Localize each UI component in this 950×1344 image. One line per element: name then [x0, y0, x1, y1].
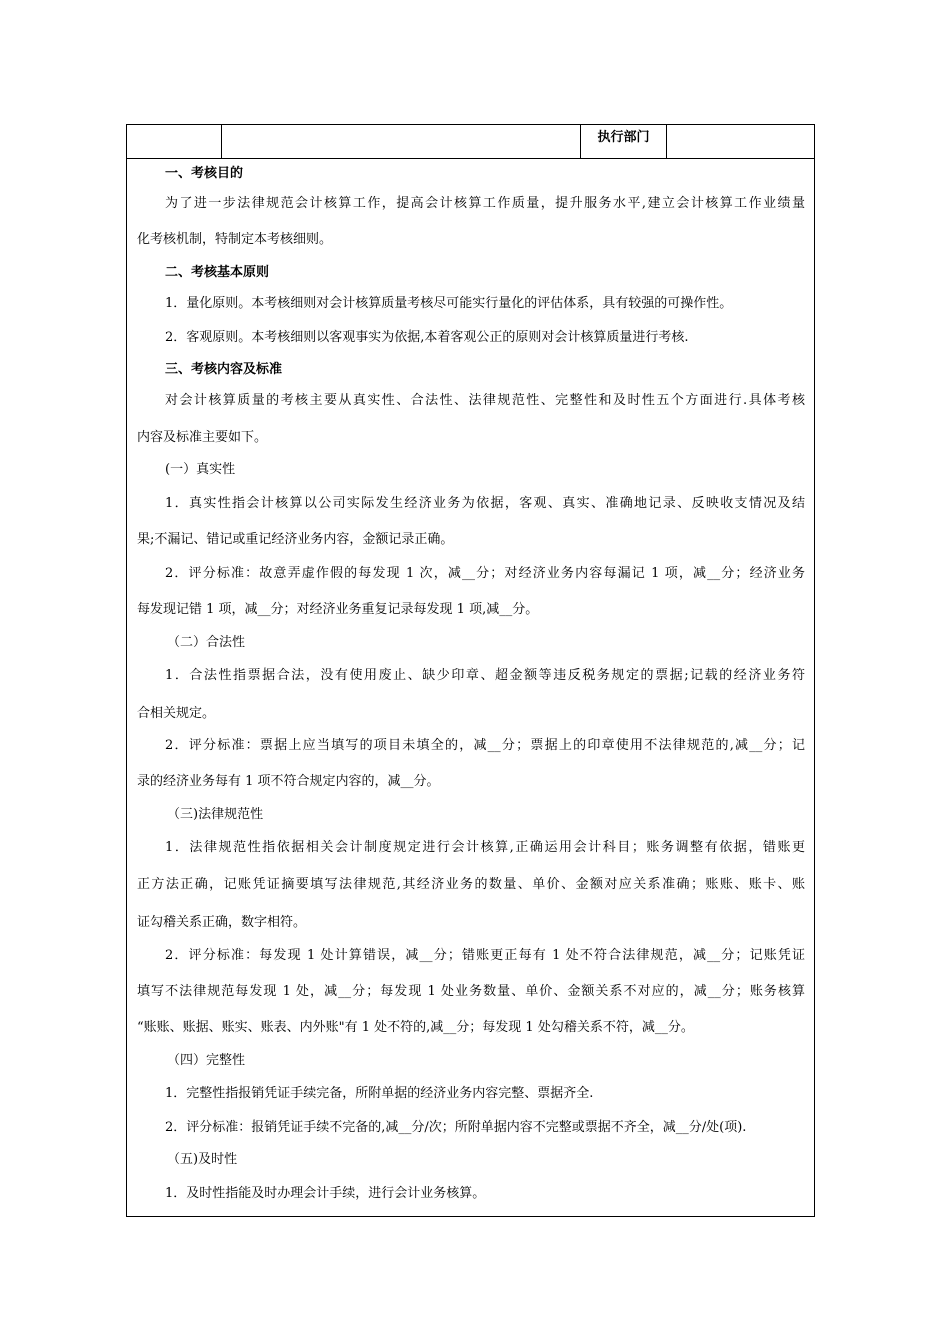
paragraph-line: 对会计核算质量的考核主要从真实性、合法性、法律规范性、完整性和及时性五个方面进行.具体考核 — [165, 393, 805, 408]
section-heading-2: 二、考核基本原则 — [165, 265, 270, 280]
paragraph-line: 2．评分标准：票据上应当填写的项目未填全的，减__分；票据上的印章使用不法律规范的,减__分；记 — [165, 738, 805, 753]
paragraph-line: 1．真实性指会计核算以公司实际发生经济业务为依据，客观、真实、准确地记录、反映收支情况及结 — [165, 496, 805, 511]
paragraph-line: 1．及时性指能及时办理会计手续，进行会计业务核算。 — [165, 1186, 486, 1201]
section-heading-3: 三、考核内容及标准 — [165, 362, 283, 377]
subsection-heading: （四）完整性 — [167, 1053, 246, 1068]
section-heading-1: 一、考核目的 — [165, 166, 244, 181]
paragraph-line: 2．评分标准：报销凭证手续不完备的,减__分/次；所附单据内容不完整或票据不齐全，减__分/处(项). — [165, 1120, 747, 1135]
subsection-heading: （二）合法性 — [167, 635, 246, 650]
paragraph-line: 填写不法律规范每发现 1 处，减__分；每发现 1 处业务数量、单价、金额关系不对应的，减__分；账务核算 — [137, 984, 805, 999]
paragraph-line: 每发现记错 1 项，减__分；对经济业务重复记录每发现 1 项,减__分。 — [137, 602, 539, 617]
paragraph-line: 1．法律规范性指依据相关会计制度规定进行会计核算,正确运用会计科目；账务调整有依据，错账更 — [165, 840, 805, 855]
paragraph-line: 1．完整性指报销凭证手续完备，所附单据的经济业务内容完整、票据齐全. — [165, 1086, 594, 1101]
header-cell-1 — [127, 125, 222, 158]
paragraph-line: 正方法正确，记账凭证摘要填写法律规范,其经济业务的数量、单价、金额对应关系准确；账账、账卡、账 — [137, 877, 805, 892]
dept-value — [667, 125, 814, 158]
paragraph-line: 录的经济业务每有 1 项不符合规定内容的，减__分。 — [137, 774, 440, 789]
paragraph-line: 2．评分标准：每发现 1 处计算错误，减__分；错账更正每有 1 处不符合法律规范，减__分；记账凭证 — [165, 948, 805, 963]
paragraph-line: 1．合法性指票据合法，没有使用废止、缺少印章、超金额等违反税务规定的票据;记载的经济业务符 — [165, 668, 805, 683]
subsection-heading: （五)及时性 — [167, 1152, 238, 1167]
paragraph-line: 2．评分标准：故意弄虚作假的每发现 1 次，减__分；对经济业务内容每漏记 1 项，减__分；经济业务 — [165, 566, 805, 581]
paragraph-line: 化考核机制，特制定本考核细则。 — [137, 232, 333, 247]
paragraph-line: 合相关规定。 — [137, 706, 216, 721]
paragraph-line: 果;不漏记、错记或重记经济业务内容，金额记录正确。 — [137, 532, 454, 547]
paragraph-line: 2．客观原则。本考核细则以客观事实为依据,本着客观公正的原则对会计核算质量进行考核. — [165, 330, 689, 345]
header-cell-2 — [222, 125, 581, 158]
paragraph-line: 内容及标准主要如下。 — [137, 430, 268, 445]
paragraph-line: 证勾稽关系正确，数字相符。 — [137, 915, 307, 930]
header-row — [127, 125, 814, 159]
paragraph-line: “账账、账据、账实、账表、内外账"有 1 处不符的,减__分；每发现 1 处勾稽关系不符，减__分。 — [137, 1020, 694, 1035]
form-table — [126, 124, 815, 1217]
dept-label: 执行部门 — [581, 125, 667, 158]
subsection-heading: (一）真实性 — [165, 462, 236, 477]
subsection-heading: （三)法律规范性 — [167, 807, 264, 822]
paragraph-line: 1．量化原则。本考核细则对会计核算质量考核尽可能实行量化的评估体系，具有较强的可操作性。 — [165, 296, 733, 311]
paragraph-line: 为了进一步法律规范会计核算工作，提高会计核算工作质量，提升服务水平,建立会计核算工作业绩量 — [165, 196, 805, 211]
